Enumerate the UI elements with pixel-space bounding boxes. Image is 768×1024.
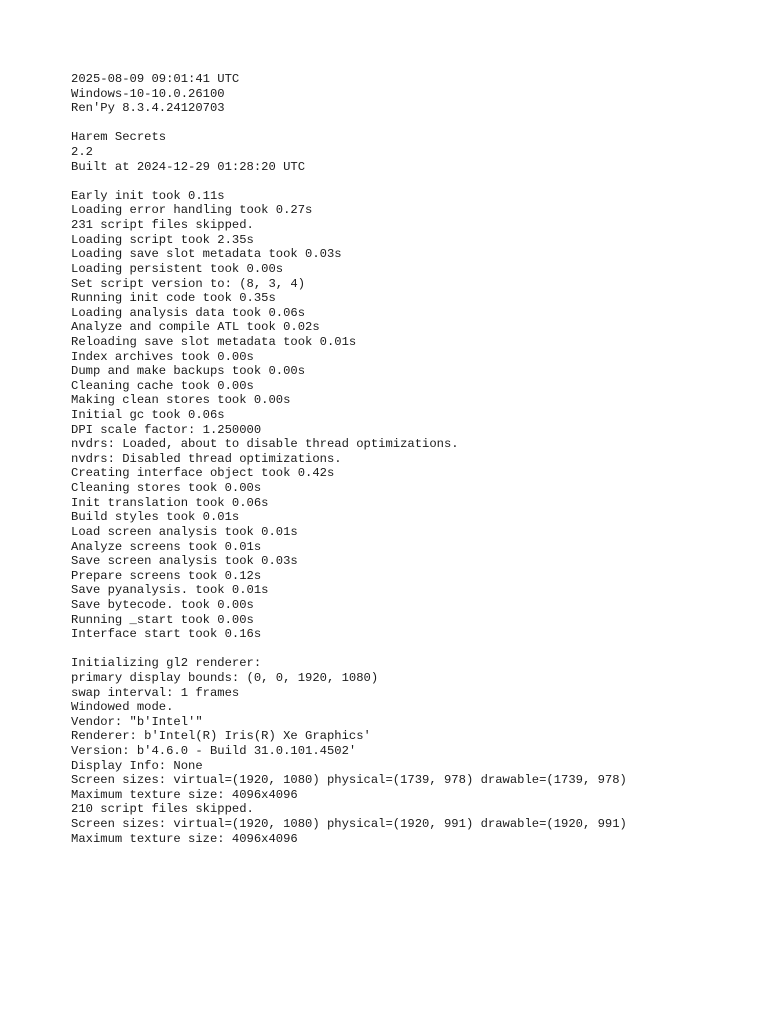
log-line: primary display bounds: (0, 0, 1920, 1080): [71, 670, 379, 685]
log-line: 210 script files skipped.: [71, 802, 254, 817]
log-line: Cleaning cache took 0.00s: [71, 378, 254, 393]
log-line: Save screen analysis took 0.03s: [71, 554, 298, 569]
log-line: 2025-08-09 09:01:41 UTC: [71, 72, 240, 86]
log-line: Making clean stores took 0.00s: [71, 393, 291, 408]
log-line: nvdrs: Disabled thread optimizations.: [71, 451, 342, 466]
renderer-info-block: [71, 656, 761, 846]
log-line: Analyze screens took 0.01s: [71, 539, 262, 554]
log-line: 2.2: [71, 145, 93, 160]
log-document: [71, 72, 761, 861]
system-info-block: [71, 72, 761, 116]
log-line: Load screen analysis took 0.01s: [71, 524, 298, 539]
log-line: Build styles took 0.01s: [71, 510, 240, 525]
log-line: Loading analysis data took 0.06s: [71, 305, 306, 320]
log-line: Maximum texture size: 4096x4096: [71, 787, 298, 802]
log-line: Loading persistent took 0.00s: [71, 261, 284, 276]
log-line: Cleaning stores took 0.00s: [71, 481, 262, 496]
log-line: Harem Secrets: [71, 130, 167, 145]
startup-timings-block: [71, 189, 761, 642]
log-line: Maximum texture size: 4096x4096: [71, 831, 298, 846]
log-line: Early init took 0.11s: [71, 188, 225, 203]
log-line: Creating interface object took 0.42s: [71, 466, 335, 481]
log-line: Running init code took 0.35s: [71, 291, 276, 306]
log-line: DPI scale factor: 1.250000: [71, 422, 262, 437]
log-line: Vendor: "b'Intel'": [71, 714, 203, 729]
log-line: Initializing gl2 renderer:: [71, 656, 262, 671]
log-line: Windows-10-10.0.26100: [71, 86, 225, 101]
log-line: Renderer: b'Intel(R) Iris(R) Xe Graphics': [71, 729, 371, 744]
log-line: Set script version to: (8, 3, 4): [71, 276, 306, 291]
log-line: swap interval: 1 frames: [71, 685, 240, 700]
log-line: Screen sizes: virtual=(1920, 1080) physical=(1920, 991) drawable=(1920, 991): [71, 817, 627, 832]
log-line: Windowed mode.: [71, 700, 174, 715]
log-line: Ren'Py 8.3.4.24120703: [71, 101, 225, 116]
log-line: Screen sizes: virtual=(1920, 1080) physical=(1739, 978) drawable=(1739, 978): [71, 773, 627, 788]
log-line: Save pyanalysis. took 0.01s: [71, 583, 269, 598]
log-line: Loading error handling took 0.27s: [71, 203, 313, 218]
log-line: Version: b'4.6.0 - Build 31.0.101.4502': [71, 744, 357, 759]
log-line: Reloading save slot metadata took 0.01s: [71, 334, 357, 349]
log-line: nvdrs: Loaded, about to disable thread optimizations.: [71, 437, 459, 452]
log-line: Save bytecode. took 0.00s: [71, 597, 254, 612]
game-info-block: [71, 130, 761, 174]
log-line: Running _start took 0.00s: [71, 612, 254, 627]
log-line: Built at 2024-12-29 01:28:20 UTC: [71, 159, 306, 174]
log-line: Index archives took 0.00s: [71, 349, 254, 364]
log-line: Dump and make backups took 0.00s: [71, 364, 306, 379]
log-line: Analyze and compile ATL took 0.02s: [71, 320, 320, 335]
log-line: 231 script files skipped.: [71, 218, 254, 233]
log-line: Display Info: None: [71, 758, 203, 773]
log-line: Loading script took 2.35s: [71, 232, 254, 247]
log-line: Prepare screens took 0.12s: [71, 568, 262, 583]
log-line: Loading save slot metadata took 0.03s: [71, 247, 342, 262]
log-line: Init translation took 0.06s: [71, 495, 269, 510]
log-line: Interface start took 0.16s: [71, 627, 262, 642]
log-line: Initial gc took 0.06s: [71, 408, 225, 423]
